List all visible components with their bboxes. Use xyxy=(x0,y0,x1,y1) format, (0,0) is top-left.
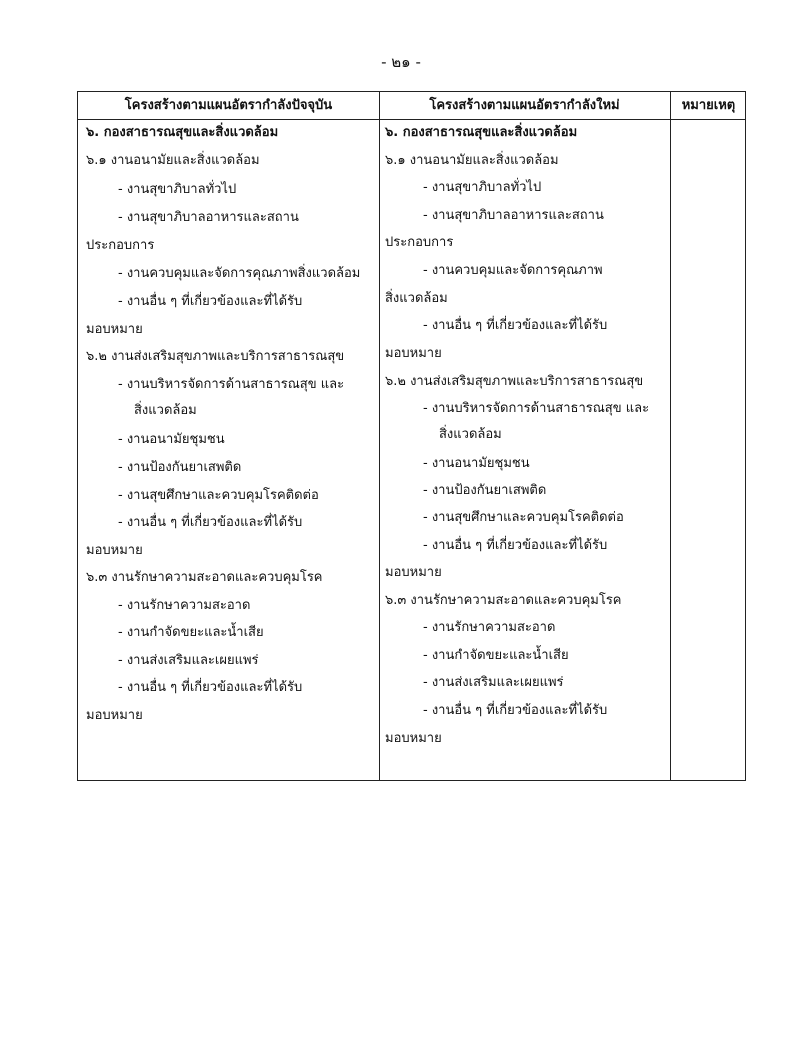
section-heading: ๖.๓ งานรักษาความสะอาดและควบคุมโรค xyxy=(385,593,622,608)
list-item: - งานส่งเสริมและเผยแพร่ xyxy=(423,675,564,690)
list-item-continuation: มอบหมาย xyxy=(86,322,143,337)
list-item-continuation: ประกอบการ xyxy=(86,238,155,253)
list-item: - งานควบคุมและจัดการคุณภาพสิ่งแวดล้อม xyxy=(118,266,361,281)
list-item-continuation: สิ่งแวดล้อม xyxy=(439,427,502,442)
section-heading: ๖.๓ งานรักษาความสะอาดและควบคุมโรค xyxy=(86,570,323,585)
column-divider xyxy=(670,92,671,780)
section-heading: ๖.๒ งานส่งเสริมสุขภาพและบริการสาธารณสุข xyxy=(385,374,644,389)
header-divider xyxy=(78,119,745,120)
list-item: - งานควบคุมและจัดการคุณภาพ xyxy=(423,263,603,278)
list-item: - งานอนามัยชุมชน xyxy=(118,432,225,447)
list-item-continuation: สิ่งแวดล้อม xyxy=(385,291,448,306)
list-item: - งานอื่น ๆ ที่เกี่ยวข้องและที่ได้รับ xyxy=(118,515,303,530)
list-item: - งานสุขศึกษาและควบคุมโรคติดต่อ xyxy=(423,510,624,525)
division-title: ๖. กองสาธารณสุขและสิ่งแวดล้อม xyxy=(86,125,279,140)
list-item: - งานอนามัยชุมชน xyxy=(423,456,530,471)
list-item-continuation: มอบหมาย xyxy=(86,543,143,558)
list-item: - งานกำจัดขยะและน้ำเสีย xyxy=(423,648,569,663)
list-item: - งานรักษาความสะอาด xyxy=(423,620,556,635)
list-item: - งานอื่น ๆ ที่เกี่ยวข้องและที่ได้รับ xyxy=(423,703,608,718)
list-item: - งานสุขาภิบาลอาหารและสถาน xyxy=(423,208,604,223)
division-title: ๖. กองสาธารณสุขและสิ่งแวดล้อม xyxy=(385,125,578,140)
list-item: - งานรักษาความสะอาด xyxy=(118,598,251,613)
list-item-continuation: สิ่งแวดล้อม xyxy=(134,403,197,418)
header-current-structure: โครงสร้างตามแผนอัตรากำลังปัจจุบัน xyxy=(124,98,333,113)
structure-table xyxy=(77,91,746,781)
header-remarks: หมายเหตุ xyxy=(681,98,736,113)
list-item: - งานป้องกันยาเสพติด xyxy=(423,483,547,498)
list-item-continuation: มอบหมาย xyxy=(385,731,442,746)
column-divider xyxy=(379,92,380,780)
list-item: - งานอื่น ๆ ที่เกี่ยวข้องและที่ได้รับ xyxy=(118,680,303,695)
page-number: - ๒๑ - xyxy=(381,53,421,71)
list-item-continuation: มอบหมาย xyxy=(385,346,442,361)
list-item: - งานส่งเสริมและเผยแพร่ xyxy=(118,653,259,668)
list-item: - งานสุขาภิบาลทั่วไป xyxy=(118,182,237,197)
section-heading: ๖.๒ งานส่งเสริมสุขภาพและบริการสาธารณสุข xyxy=(86,349,345,364)
list-item: - งานสุขศึกษาและควบคุมโรคติดต่อ xyxy=(118,488,319,503)
list-item: - งานอื่น ๆ ที่เกี่ยวข้องและที่ได้รับ xyxy=(423,318,608,333)
list-item: - งานอื่น ๆ ที่เกี่ยวข้องและที่ได้รับ xyxy=(423,538,608,553)
header-new-structure: โครงสร้างตามแผนอัตรากำลังใหม่ xyxy=(429,98,620,113)
list-item: - งานสุขาภิบาลอาหารและสถาน xyxy=(118,210,299,225)
list-item: - งานบริหารจัดการด้านสาธารณสุข และ xyxy=(118,377,345,392)
list-item: - งานป้องกันยาเสพติด xyxy=(118,460,242,475)
list-item: - งานกำจัดขยะและน้ำเสีย xyxy=(118,625,264,640)
list-item-continuation: มอบหมาย xyxy=(86,708,143,723)
list-item: - งานบริหารจัดการด้านสาธารณสุข และ xyxy=(423,401,650,416)
list-item: - งานสุขาภิบาลทั่วไป xyxy=(423,180,542,195)
list-item-continuation: มอบหมาย xyxy=(385,565,442,580)
list-item: - งานอื่น ๆ ที่เกี่ยวข้องและที่ได้รับ xyxy=(118,294,303,309)
section-heading: ๖.๑ งานอนามัยและสิ่งแวดล้อม xyxy=(385,153,559,168)
list-item-continuation: ประกอบการ xyxy=(385,235,454,250)
section-heading: ๖.๑ งานอนามัยและสิ่งแวดล้อม xyxy=(86,153,260,168)
